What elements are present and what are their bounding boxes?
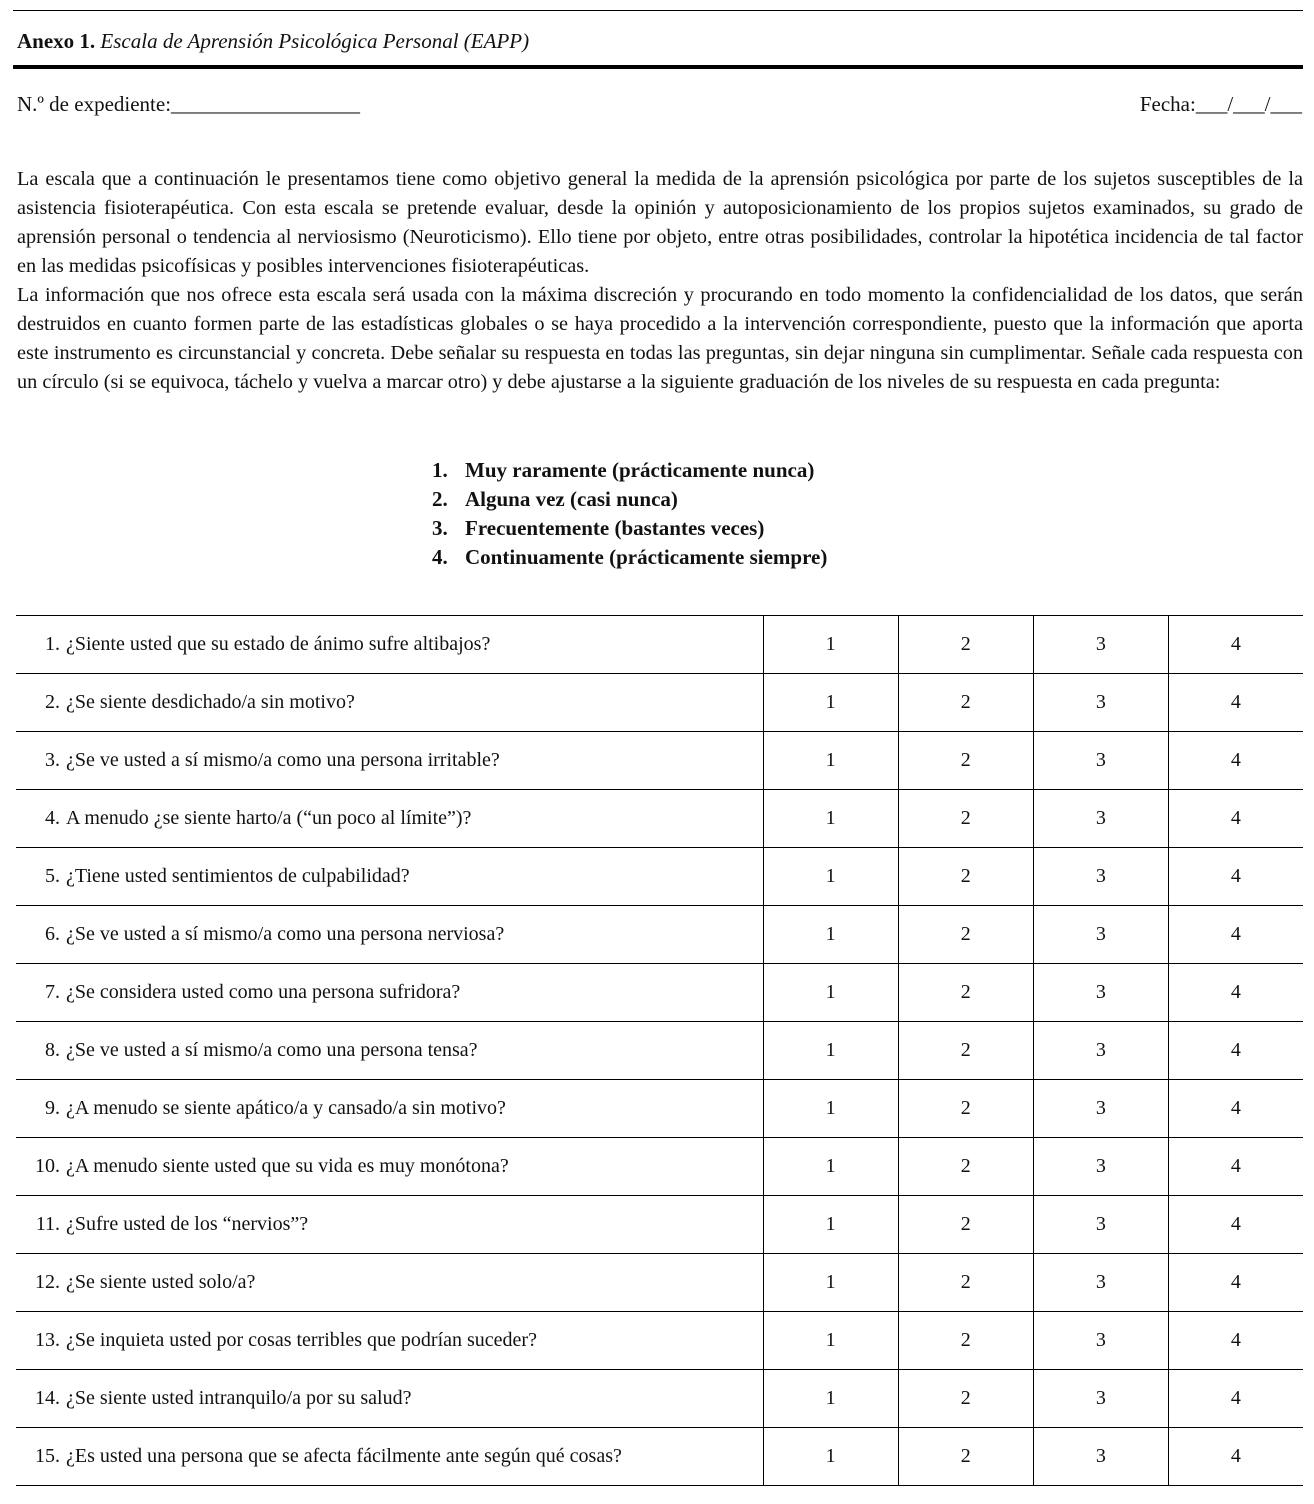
question-number: 4. — [45, 807, 60, 829]
question-cell — [16, 848, 763, 906]
response-option-3[interactable]: 3 — [1033, 674, 1168, 732]
instructions-paragraph-2: La información que nos ofrece esta escala será usada con la máxima discreción y procurando en todo momento la confidencialidad de los datos, que serán destruidos en cuanto formen parte de las estadísticas globales o se haya procedido a la intervención correspondiente, puesto que la información que aporta este instrumento es circunstancial y concreta. Debe señalar su respuesta en todas las preguntas, sin dejar ninguna sin cumplimentar. Señale cada respuesta con un círculo (si se equivoca, táchelo y vuelva a marcar otro) y debe ajustarse a la siguiente graduación de los niveles de su respuesta en cada pregunta: — [17, 284, 1303, 393]
response-option-2[interactable]: 2 — [898, 964, 1033, 1022]
response-option-2[interactable]: 2 — [898, 732, 1033, 790]
response-option-3[interactable]: 3 — [1033, 1080, 1168, 1138]
question-number: 15. — [35, 1445, 60, 1467]
response-option-2[interactable]: 2 — [898, 616, 1033, 674]
response-option-1[interactable]: 1 — [763, 790, 898, 848]
instructions — [17, 165, 1303, 397]
question-cell — [16, 1428, 763, 1486]
question-number: 2. — [45, 691, 60, 713]
question-cell — [16, 1022, 763, 1080]
table-row — [16, 1428, 1303, 1486]
question-text: ¿Se ve usted a sí mismo/a como una persona tensa? — [66, 1039, 478, 1061]
table-row — [16, 1022, 1303, 1080]
table-row — [16, 616, 1303, 674]
question-number: 14. — [35, 1387, 60, 1409]
question-number: 10. — [35, 1155, 60, 1177]
table-row — [16, 1196, 1303, 1254]
question-number: 11. — [35, 1213, 60, 1235]
question-text: ¿Siente usted que su estado de ánimo sufre altibajos? — [66, 633, 491, 655]
response-option-3[interactable]: 3 — [1033, 1312, 1168, 1370]
response-option-2[interactable]: 2 — [898, 674, 1033, 732]
response-option-2[interactable]: 2 — [898, 1080, 1033, 1138]
record-number-blank[interactable]: __________________ — [171, 92, 361, 116]
response-option-1[interactable]: 1 — [763, 1022, 898, 1080]
response-option-1[interactable]: 1 — [763, 732, 898, 790]
response-option-2[interactable]: 2 — [898, 906, 1033, 964]
question-text: ¿Se siente usted solo/a? — [66, 1271, 256, 1293]
table-row — [16, 848, 1303, 906]
question-cell — [16, 1312, 763, 1370]
question-number: 8. — [45, 1039, 60, 1061]
response-option-3[interactable]: 3 — [1033, 616, 1168, 674]
question-cell — [16, 674, 763, 732]
response-option-4[interactable]: 4 — [1168, 906, 1303, 964]
question-text: ¿A menudo se siente apático/a y cansado/a sin motivo? — [66, 1097, 506, 1119]
response-option-1[interactable]: 1 — [763, 964, 898, 1022]
response-option-3[interactable]: 3 — [1033, 1138, 1168, 1196]
response-option-3[interactable]: 3 — [1033, 1370, 1168, 1428]
response-option-2[interactable]: 2 — [898, 790, 1033, 848]
annex-label: Anexo 1. — [17, 29, 96, 53]
record-number-label: N.º de expediente: — [17, 92, 172, 116]
question-number: 13. — [35, 1329, 60, 1351]
response-option-1[interactable]: 1 — [763, 1254, 898, 1312]
response-option-3[interactable]: 3 — [1033, 1022, 1168, 1080]
question-text: ¿Se ve usted a sí mismo/a como una persona irritable? — [66, 749, 500, 771]
question-text: ¿Tiene usted sentimientos de culpabilidad? — [66, 865, 410, 887]
response-option-3[interactable]: 3 — [1033, 906, 1168, 964]
date-field — [1140, 91, 1302, 117]
response-option-1[interactable]: 1 — [763, 616, 898, 674]
question-cell — [16, 1370, 763, 1428]
annex-title — [17, 28, 529, 54]
response-option-3[interactable]: 3 — [1033, 848, 1168, 906]
question-cell — [16, 616, 763, 674]
scale-level: 3. Frecuentemente (bastantes veces) — [432, 516, 765, 540]
response-option-1[interactable]: 1 — [763, 674, 898, 732]
date-blank[interactable]: ___/___/___ — [1195, 92, 1302, 116]
response-option-4[interactable]: 4 — [1168, 1080, 1303, 1138]
question-cell — [16, 1196, 763, 1254]
response-option-4[interactable]: 4 — [1168, 1370, 1303, 1428]
table-row — [16, 1254, 1303, 1312]
response-option-1[interactable]: 1 — [763, 848, 898, 906]
response-option-3[interactable]: 3 — [1033, 732, 1168, 790]
response-option-3[interactable]: 3 — [1033, 790, 1168, 848]
title-rule — [13, 65, 1303, 69]
question-text: A menudo ¿se siente harto/a (“un poco al límite”)? — [66, 807, 472, 829]
response-option-2[interactable]: 2 — [898, 1254, 1033, 1312]
instructions-paragraph-1: La escala que a continuación le presentamos tiene como objetivo general la medida de la aprensión psicológica por parte de los sujetos susceptibles de la asistencia fisioterapéutica. Con esta escala se pretende evaluar, desde la opinión y autoposicionamiento de los propios sujetos examinados, su grado de aprensión personal o tendencia al nerviosismo (Neuroticismo). Ello tiene por objeto, entre otras posibilidades, controlar la hipotética incidencia de tal factor en las medidas psicofísicas y posibles intervenciones fisioterapéuticas. — [17, 168, 1303, 277]
top-rule — [13, 10, 1303, 11]
response-option-3[interactable]: 3 — [1033, 964, 1168, 1022]
question-cell — [16, 732, 763, 790]
question-cell — [16, 790, 763, 848]
question-text: ¿Se considera usted como una persona sufridora? — [66, 981, 461, 1003]
response-option-2[interactable]: 2 — [898, 1138, 1033, 1196]
response-option-3[interactable]: 3 — [1033, 1196, 1168, 1254]
response-option-1[interactable]: 1 — [763, 1196, 898, 1254]
response-option-4[interactable]: 4 — [1168, 1196, 1303, 1254]
question-cell — [16, 1254, 763, 1312]
response-option-2[interactable]: 2 — [898, 1428, 1033, 1486]
scale-level: 4. Continuamente (prácticamente siempre) — [432, 545, 828, 569]
response-option-4[interactable]: 4 — [1168, 1254, 1303, 1312]
response-option-4[interactable]: 4 — [1168, 1428, 1303, 1486]
response-option-4[interactable]: 4 — [1168, 732, 1303, 790]
response-option-1[interactable]: 1 — [763, 1312, 898, 1370]
response-option-4[interactable]: 4 — [1168, 1022, 1303, 1080]
table-row — [16, 1080, 1303, 1138]
response-option-1[interactable]: 1 — [763, 906, 898, 964]
question-number: 1. — [45, 633, 60, 655]
question-text: ¿Es usted una persona que se afecta fácilmente ante según qué cosas? — [66, 1445, 622, 1467]
response-scale-legend — [432, 456, 827, 572]
response-option-4[interactable]: 4 — [1168, 790, 1303, 848]
response-option-4[interactable]: 4 — [1168, 616, 1303, 674]
table-row — [16, 674, 1303, 732]
response-option-2[interactable]: 2 — [898, 848, 1033, 906]
question-number: 7. — [45, 981, 60, 1003]
question-cell — [16, 1080, 763, 1138]
question-text: ¿Se siente desdichado/a sin motivo? — [66, 691, 355, 713]
question-cell — [16, 1138, 763, 1196]
record-number-field — [17, 91, 360, 117]
table-row — [16, 1370, 1303, 1428]
response-option-2[interactable]: 2 — [898, 1312, 1033, 1370]
response-option-4[interactable]: 4 — [1168, 1138, 1303, 1196]
questionnaire-table — [16, 615, 1303, 1486]
table-row — [16, 790, 1303, 848]
response-option-3[interactable]: 3 — [1033, 1254, 1168, 1312]
question-cell — [16, 906, 763, 964]
question-text: ¿Se siente usted intranquilo/a por su salud? — [66, 1387, 412, 1409]
response-option-2[interactable]: 2 — [898, 1196, 1033, 1254]
response-option-3[interactable]: 3 — [1033, 1428, 1168, 1486]
date-label: Fecha: — [1139, 92, 1196, 116]
table-row — [16, 964, 1303, 1022]
question-cell — [16, 964, 763, 1022]
table-row — [16, 1138, 1303, 1196]
response-option-4[interactable]: 4 — [1168, 964, 1303, 1022]
scale-title: Escala de Aprensión Psicológica Personal (EAPP) — [100, 29, 530, 53]
question-text: ¿Se ve usted a sí mismo/a como una persona nerviosa? — [66, 923, 505, 945]
response-option-4[interactable]: 4 — [1168, 1312, 1303, 1370]
response-option-1[interactable]: 1 — [763, 1370, 898, 1428]
question-number: 9. — [45, 1097, 60, 1119]
response-option-1[interactable]: 1 — [763, 1138, 898, 1196]
question-number: 3. — [45, 749, 60, 771]
question-text: ¿Sufre usted de los “nervios”? — [66, 1213, 309, 1235]
question-number: 6. — [45, 923, 60, 945]
response-option-1[interactable]: 1 — [763, 1080, 898, 1138]
question-text: ¿Se inquieta usted por cosas terribles que podrían suceder? — [66, 1329, 537, 1351]
question-number: 12. — [35, 1271, 60, 1293]
table-row — [16, 1312, 1303, 1370]
question-number: 5. — [45, 865, 60, 887]
table-row — [16, 906, 1303, 964]
response-option-4[interactable]: 4 — [1168, 848, 1303, 906]
response-option-2[interactable]: 2 — [898, 1370, 1033, 1428]
scale-level: 1. Muy raramente (prácticamente nunca) — [432, 458, 815, 482]
question-text: ¿A menudo siente usted que su vida es muy monótona? — [66, 1155, 509, 1177]
response-option-1[interactable]: 1 — [763, 1428, 898, 1486]
response-option-4[interactable]: 4 — [1168, 674, 1303, 732]
response-option-2[interactable]: 2 — [898, 1022, 1033, 1080]
table-row — [16, 732, 1303, 790]
scale-level: 2. Alguna vez (casi nunca) — [432, 487, 678, 511]
